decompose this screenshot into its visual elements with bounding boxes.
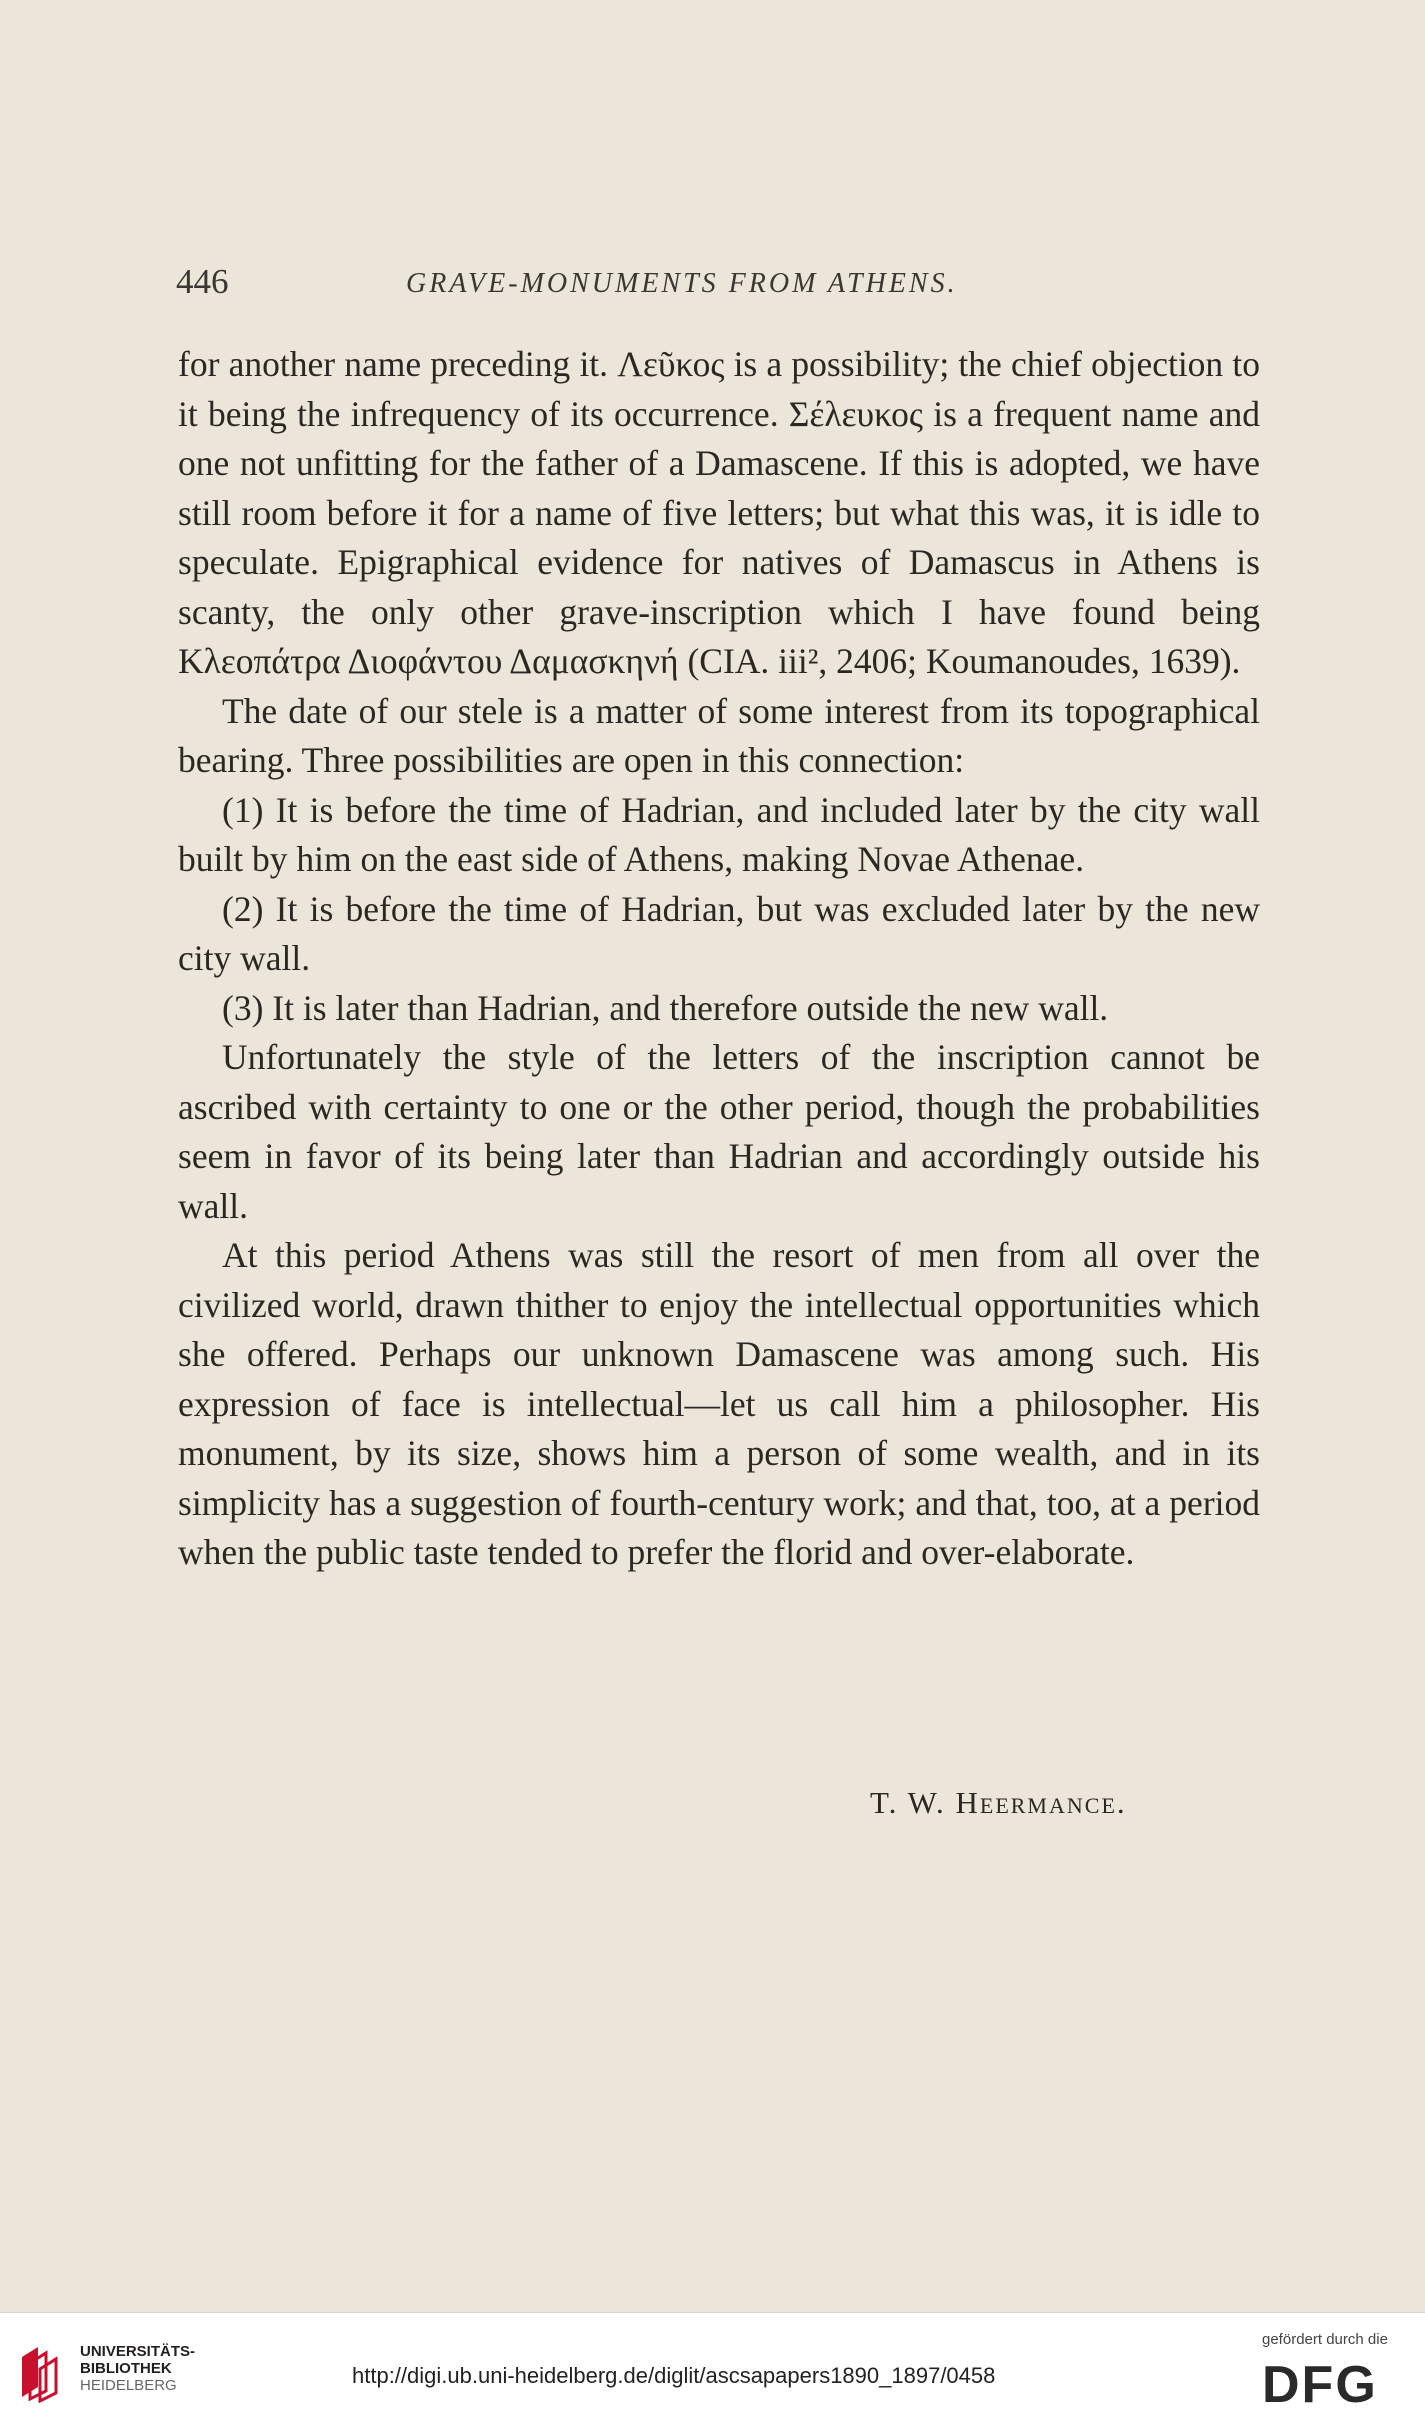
funding-note: gefördert durch die xyxy=(1262,2331,1388,2348)
running-title: GRAVE-MONUMENTS FROM ATHENS. xyxy=(406,268,958,299)
permalink-url[interactable]: http://digi.ub.uni-heidelberg.de/diglit/ascsapapers1890_1897/0458 xyxy=(352,2363,996,2388)
paragraph-6: Unfortunately the style of the letters of the inscription cannot be ascribed with certainty to one or the other period, though the probabilities seem in favor of its being later than Hadrian and accordingly outside his wall. xyxy=(178,1037,1260,1226)
paragraph-3: (1) It is before the time of Hadrian, and included later by the city wall built by him on the east side of Athens, making Novae Athenae. xyxy=(178,789,1260,879)
author-signature: T. W. Heermance. xyxy=(870,1785,1127,1820)
paragraph-1: for another name preceding it. Λεῦκος is a possibility; the chief objection to it being the infrequency of its occurrence. Σέλευκος is a frequent name and one not unfitting for the father of a Damascene. If this is adopted, we have still room before it for a name of five letters; but what this was, it is idle to speculate. Epigraphical evidence for natives of Damascus in Athens is scanty, the only other grave-inscription which I have found being Κλεοπάτρα Διοφάντου Δαμασκηνή (CIA. iii², 2406; Koumanoudes, 1639). xyxy=(178,344,1260,681)
paragraph-5: (3) It is later than Hadrian, and therefore outside the new wall. xyxy=(222,987,1109,1028)
paragraph-4: (2) It is before the time of Hadrian, but was excluded later by the new city wall. xyxy=(178,888,1260,978)
university-library-logo-icon xyxy=(16,2343,72,2403)
library-name: UNIVERSITÄTS- BIBLIOTHEK HEIDELBERG xyxy=(80,2343,196,2394)
paragraph-2: The date of our stele is a matter of some interest from its topographical bearing. Three possibilities are open in this connection: xyxy=(178,690,1260,780)
dfg-logo: DFG xyxy=(1262,2356,1378,2414)
body-text xyxy=(178,340,1260,1578)
paragraph-7: At this period Athens was still the resort of men from all over the civilized world, drawn thither to enjoy the intellectual opportunities which she offered. Perhaps our unknown Damascene was among such. His expression of face is intellectual—let us call him a philosopher. His monument, by its size, shows him a person of some wealth, and in its simplicity has a suggestion of fourth-century work; and that, too, at a period when the public taste tended to prefer the florid and over-elaborate. xyxy=(178,1235,1260,1572)
page-number: 446 xyxy=(176,262,229,301)
footer-bar xyxy=(0,2312,1425,2420)
running-head xyxy=(176,262,1266,312)
